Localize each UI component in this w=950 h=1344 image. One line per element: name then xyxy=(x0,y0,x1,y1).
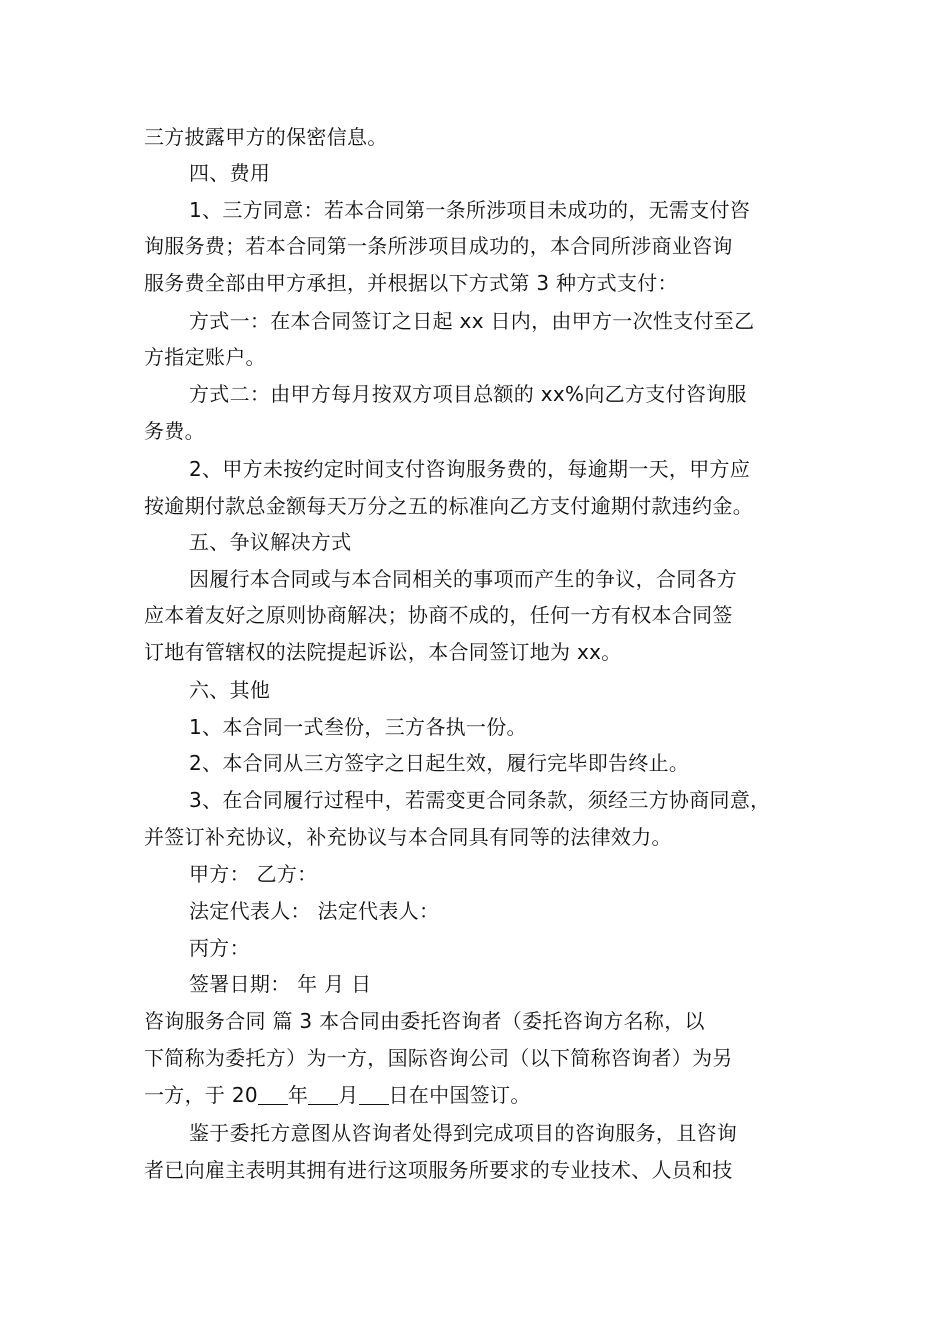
body-text-line: 询服务费；若本合同第一条所涉项目成功的，本合同所涉商业咨询 xyxy=(144,234,733,258)
body-text-line: 因履行本合同或与本合同相关的事项而产生的争议，合同各方 xyxy=(189,567,738,591)
body-text-line: 2、甲方未按约定时间支付咨询服务费的，每逾期一天，甲方应 xyxy=(189,457,751,481)
date-prefix: 一方，于 20 xyxy=(144,1083,258,1107)
signature-party-c: 丙方： xyxy=(189,936,250,960)
signature-legal-rep: 法定代表人： 法定代表人： xyxy=(189,899,440,923)
body-text-line: 务费。 xyxy=(144,419,205,443)
month-blank xyxy=(308,1084,338,1105)
body-text-line: 应本着友好之原则协商解决；协商不成的，任何一方有权本合同签 xyxy=(144,603,733,627)
body-text-line: 1、三方同意：若本合同第一条所涉项目未成功的，无需支付咨 xyxy=(189,198,751,222)
body-text-line: 1、本合同一式叁份，三方各执一份。 xyxy=(189,715,527,739)
year-blank xyxy=(258,1084,288,1105)
signature-date: 签署日期： 年 月 日 xyxy=(189,972,372,996)
body-text-line: 订地有管辖权的法院提起诉讼，本合同签订地为 xx。 xyxy=(144,640,622,664)
day-blank xyxy=(359,1084,389,1105)
signature-party-a-b: 甲方： 乙方： xyxy=(189,862,318,886)
date-signing-line xyxy=(144,1082,824,1108)
body-text-line: 者已向雇主表明其拥有进行这项服务所要求的专业技术、人员和技 xyxy=(144,1158,733,1182)
body-text-line: 方指定账户。 xyxy=(144,345,266,369)
section-heading-other: 六、其他 xyxy=(189,678,271,702)
body-text-line: 2、本合同从三方签字之日起生效，履行完毕即告终止。 xyxy=(189,751,690,775)
body-text-line: 下简称为委托方）为一方，国际咨询公司（以下简称咨询者）为另 xyxy=(144,1046,733,1070)
body-text-line: 并签订补充协议，补充协议与本合同具有同等的法律效力。 xyxy=(144,825,672,849)
body-text-line: 服务费全部由甲方承担，并根据以下方式第 3 种方式支付： xyxy=(144,271,678,295)
body-text-line: 三方披露甲方的保密信息。 xyxy=(144,125,388,149)
body-text-line: 方式一：在本合同签订之日起 xx 日内，由甲方一次性支付至乙 xyxy=(189,309,755,333)
section-heading-dispute: 五、争议解决方式 xyxy=(189,530,352,554)
day-suffix: 日在中国签订。 xyxy=(388,1083,531,1107)
body-text-line: 按逾期付款总金额每天万分之五的标准向乙方支付逾期付款违约金。 xyxy=(144,494,753,518)
section-heading-fees: 四、费用 xyxy=(189,161,271,185)
body-text-line: 3、在合同履行过程中，若需变更合同条款，须经三方协商同意， xyxy=(189,788,771,812)
year-suffix: 年 xyxy=(287,1083,309,1107)
body-text-line: 方式二：由甲方每月按双方项目总额的 xx%向乙方支付咨询服 xyxy=(189,382,747,406)
body-text-line: 鉴于委托方意图从咨询者处得到完成项目的咨询服务，且咨询 xyxy=(189,1121,738,1145)
month-suffix: 月 xyxy=(338,1083,359,1107)
contract-section-title-line: 咨询服务合同 篇 3 本合同由委托咨询者（委托咨询方名称，以 xyxy=(144,1009,705,1033)
